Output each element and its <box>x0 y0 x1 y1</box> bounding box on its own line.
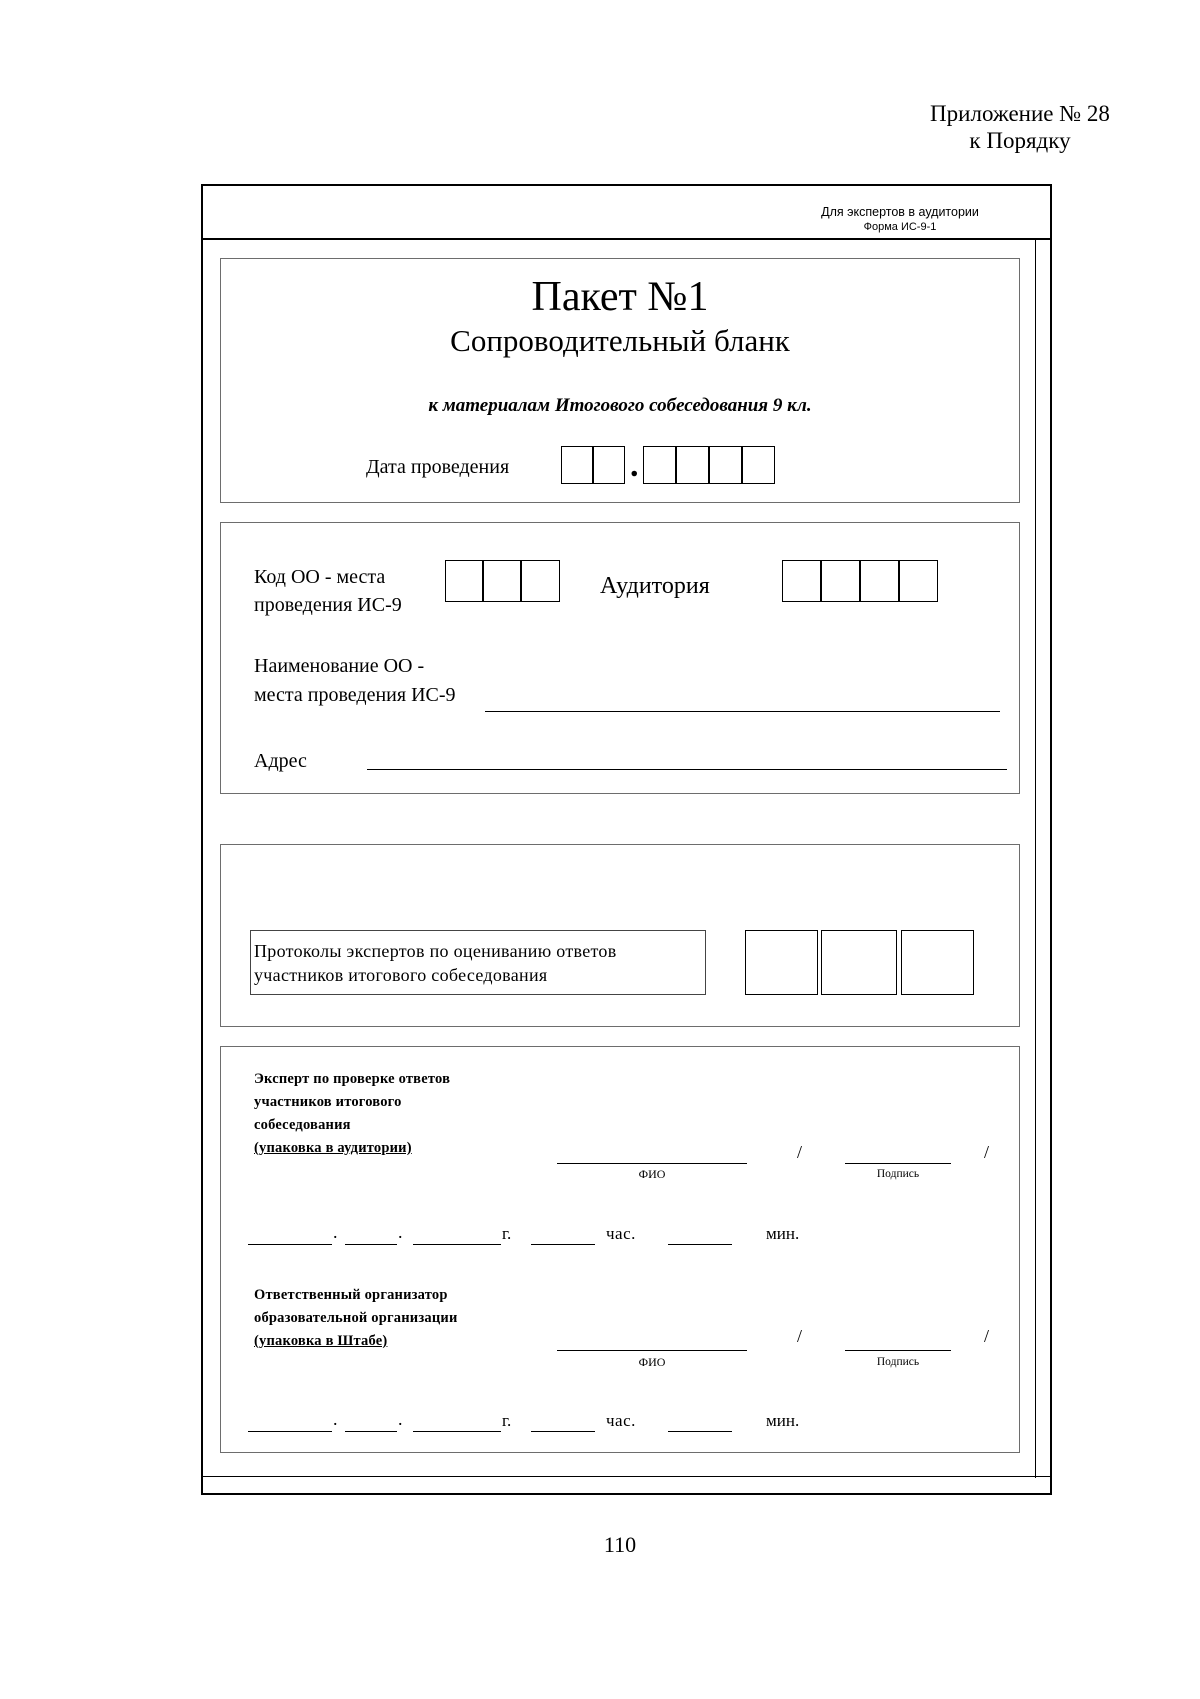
organizer-title <box>254 1284 458 1353</box>
expert-hour-suffix: час. <box>606 1224 636 1243</box>
expert-title-line2: участников итогового <box>254 1094 402 1110</box>
expert-hour-field[interactable] <box>531 1244 595 1245</box>
expert-month-field[interactable] <box>345 1244 397 1245</box>
organizer-dot-2: . <box>398 1409 403 1429</box>
date-label: Дата проведения <box>366 456 510 478</box>
organizer-title-line1: Ответственный организатор <box>254 1287 448 1303</box>
organizer-dot-1: . <box>333 1409 338 1429</box>
date-year-digit-3[interactable] <box>709 446 742 484</box>
protocols-label-line1: Протоколы экспертов по оцениванию ответов <box>254 941 617 961</box>
expert-dot-2: . <box>398 1222 403 1242</box>
expert-day-field[interactable] <box>248 1244 332 1245</box>
expert-title <box>254 1068 450 1160</box>
organizer-minute-field[interactable] <box>668 1431 732 1432</box>
school-code-label-line2: проведения ИС-9 <box>254 594 402 616</box>
protocols-label <box>254 939 617 987</box>
for-experts-note: Для экспертов в аудитории <box>821 205 979 219</box>
date-day-digit-2[interactable] <box>593 446 625 484</box>
organizer-signature-field[interactable] <box>845 1350 951 1351</box>
appendix-label <box>900 100 1140 154</box>
school-code-digit-3[interactable] <box>521 560 560 602</box>
expert-signature-caption: Подпись <box>876 1168 920 1180</box>
expert-signature-field[interactable] <box>845 1163 951 1164</box>
expert-packing-note: (упаковка в аудитории) <box>254 1140 412 1156</box>
organizer-signature-caption: Подпись <box>876 1356 920 1368</box>
form-header-text <box>760 204 1040 235</box>
organizer-slash-1: / <box>797 1326 803 1346</box>
organizer-hour-field[interactable] <box>531 1431 595 1432</box>
auditorium-label: Аудитория <box>600 573 710 599</box>
organizer-title-line2: образовательной организации <box>254 1310 458 1326</box>
form-purpose: к материалам Итогового собеседования 9 кл. <box>428 395 812 416</box>
page-number: 110 <box>603 1532 637 1557</box>
appendix-reference: к Порядку <box>969 128 1071 153</box>
expert-dot-1: . <box>333 1222 338 1242</box>
school-code-digit-1[interactable] <box>445 560 483 602</box>
organizer-packing-note: (упаковка в Штабе) <box>254 1333 388 1349</box>
date-year-digit-4[interactable] <box>742 446 775 484</box>
expert-minute-field[interactable] <box>668 1244 732 1245</box>
school-code-label-line1: Код ОО - места <box>254 566 386 588</box>
protocols-count-digit-2[interactable] <box>821 930 897 995</box>
expert-slash-1: / <box>797 1142 803 1162</box>
organizer-slash-2: / <box>984 1326 990 1346</box>
school-name-label-line2: места проведения ИС-9 <box>254 684 456 706</box>
packet-title: Пакет №1 <box>531 274 709 320</box>
expert-fio-caption: ФИО <box>638 1167 666 1181</box>
school-name-field[interactable] <box>485 711 1000 712</box>
bottom-inner-rule <box>201 1476 1052 1477</box>
school-name-label-line1: Наименование ОО - <box>254 655 425 677</box>
expert-slash-2: / <box>984 1142 990 1162</box>
protocols-count-digit-1[interactable] <box>745 930 818 995</box>
auditorium-digit-2[interactable] <box>821 560 860 602</box>
auditorium-digit-4[interactable] <box>899 560 938 602</box>
organizer-month-field[interactable] <box>345 1431 397 1432</box>
date-year-digit-1[interactable] <box>643 446 676 484</box>
protocols-count-digit-3[interactable] <box>901 930 974 995</box>
form-subtitle: Сопроводительный бланк <box>450 323 790 358</box>
school-name-label <box>254 652 456 710</box>
expert-minute-suffix: мин. <box>766 1224 800 1243</box>
date-year-digit-2[interactable] <box>676 446 709 484</box>
organizer-year-suffix: г. <box>502 1411 512 1430</box>
organizer-minute-suffix: мин. <box>766 1411 800 1430</box>
expert-fio-field[interactable] <box>557 1163 747 1164</box>
organizer-day-field[interactable] <box>248 1431 332 1432</box>
form-code: Форма ИС-9-1 <box>863 221 937 233</box>
auditorium-digit-1[interactable] <box>782 560 821 602</box>
auditorium-digit-3[interactable] <box>860 560 899 602</box>
protocols-label-line2: участников итогового собеседования <box>254 965 548 985</box>
expert-year-field[interactable] <box>413 1244 501 1245</box>
school-code-label <box>254 563 402 619</box>
expert-title-line1: Эксперт по проверке ответов <box>254 1071 451 1087</box>
header-strip-divider <box>201 238 1052 240</box>
expert-title-line3: собеседования <box>254 1117 351 1133</box>
organizer-hour-suffix: час. <box>606 1411 636 1430</box>
address-field[interactable] <box>367 769 1007 770</box>
address-label: Адрес <box>254 750 307 772</box>
date-day-digit-1[interactable] <box>561 446 593 484</box>
school-code-digit-2[interactable] <box>483 560 521 602</box>
expert-year-suffix: г. <box>502 1224 512 1243</box>
right-inner-rule <box>1035 238 1036 1478</box>
date-separator: . <box>630 447 639 484</box>
organizer-year-field[interactable] <box>413 1431 501 1432</box>
appendix-number: Приложение № 28 <box>930 101 1110 126</box>
organizer-fio-field[interactable] <box>557 1350 747 1351</box>
organizer-fio-caption: ФИО <box>638 1355 666 1369</box>
